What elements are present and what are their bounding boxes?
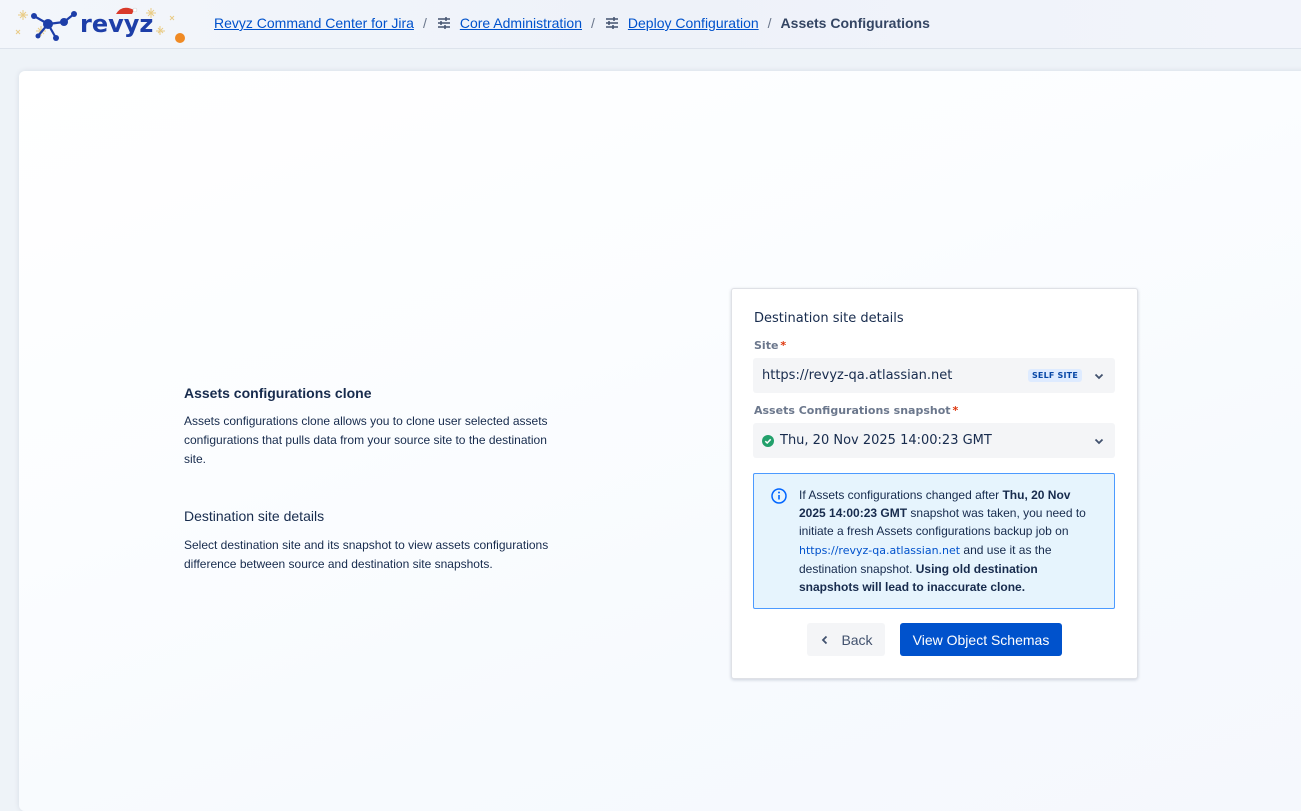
site-select-value: https://revyz-qa.atlassian.net — [762, 368, 953, 383]
snapshot-select[interactable] — [753, 423, 1115, 458]
required-mark: * — [952, 404, 959, 417]
breadcrumb-current-page: Assets Configurations — [780, 15, 930, 31]
info-text — [799, 486, 1099, 596]
info-text-3: and use it as the destination snapshot. — [799, 542, 1052, 576]
svg-text:revyz: revyz — [80, 10, 154, 38]
snapshot-label-text: Assets Configurations snapshot — [754, 404, 951, 417]
info-snapshot-date: Thu, 20 Nov 2025 14:00:23 GMT — [799, 488, 1071, 521]
sliders-icon — [604, 15, 620, 31]
info-text-2: snapshot was taken, you need to initiate a fresh Assets configurations backup job on — [799, 506, 1086, 539]
breadcrumb-separator: / — [422, 15, 427, 31]
revyz-logo[interactable] — [8, 2, 193, 46]
breadcrumb-link-deploy-configuration[interactable]: Deploy Configuration — [627, 15, 759, 31]
check-circle-icon — [762, 435, 774, 447]
site-label-text: Site — [754, 339, 779, 352]
info-message — [753, 473, 1115, 609]
breadcrumb-link-command-center[interactable]: Revyz Command Center for Jira — [214, 15, 414, 31]
chevron-down-icon — [1092, 369, 1106, 383]
breadcrumb-item-core-admin[interactable] — [436, 14, 582, 32]
view-object-schemas-button[interactable]: View Object Schemas — [900, 623, 1062, 656]
breadcrumb-separator: / — [767, 15, 772, 31]
snapshot-label — [754, 404, 958, 417]
sliders-icon — [436, 15, 452, 31]
site-label — [754, 339, 786, 352]
info-warning: Using old destination snapshots will lead to inaccurate clone. — [799, 561, 1038, 595]
info-icon — [770, 487, 788, 505]
back-button-label: Back — [841, 631, 873, 648]
breadcrumb-separator: / — [591, 15, 595, 31]
site-select[interactable] — [753, 358, 1115, 393]
info-text-1: If Assets configurations changed after — [799, 488, 1003, 502]
required-mark: * — [780, 339, 787, 352]
description-subtitle: Destination site details — [184, 508, 325, 524]
destination-site-card — [731, 288, 1138, 679]
description-section — [184, 384, 564, 574]
snapshot-select-value: Thu, 20 Nov 2025 14:00:23 GMT — [780, 433, 992, 448]
description-body: Assets configurations clone allows you to clone user selected assets configurations that pulls data from your source site to the destination site. — [184, 414, 548, 466]
breadcrumb — [214, 14, 930, 32]
description-sub-body: Select destination site and its snapshot to view assets configurations difference between source and destination site snapshots. — [184, 538, 549, 571]
back-button[interactable] — [807, 623, 885, 656]
card-title: Destination site details — [754, 311, 904, 326]
info-site-link[interactable]: https://revyz-qa.atlassian.net — [799, 543, 961, 557]
breadcrumb-link-core-administration[interactable]: Core Administration — [459, 15, 583, 31]
breadcrumb-item-deploy-config[interactable] — [604, 14, 759, 32]
description-title: Assets configurations clone — [184, 385, 372, 401]
top-header — [0, 0, 1301, 49]
self-site-badge: SELF SITE — [1028, 369, 1082, 382]
chevron-left-icon — [819, 634, 831, 646]
chevron-down-icon — [1092, 434, 1106, 448]
